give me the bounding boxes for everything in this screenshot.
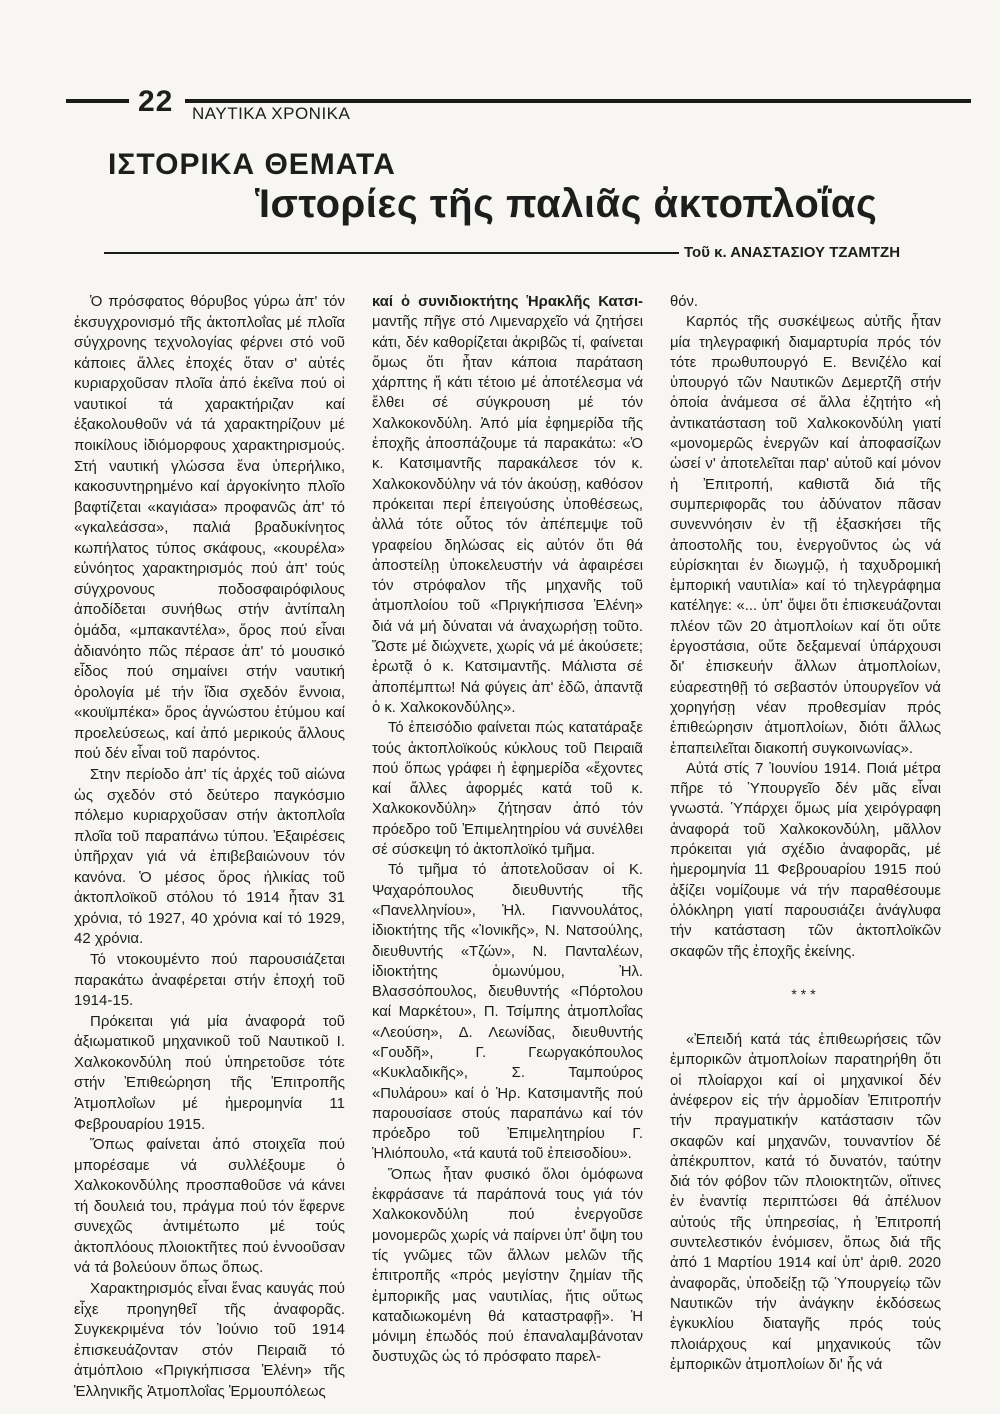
author-byline: Τοῦ κ. ΑΝΑΣΤΑΣΙΟΥ ΤΖΑΜΤΖΗ (684, 244, 901, 261)
paragraph-continuation: μαντῆς πῆγε στό Λιμεναρχεῖο νά ζητήσει κάτι, δέν καθορίζεται ἀκριβῶς τί, φαίνεται ὅμως ὅτι ἦταν κάποια παράταση χάρπτης ἤ κάτι τέτοιο μέ ἀποτέλεσμα νά ἔλθει σέ σύγκρουση μέ τόν Χαλκοκονδύλη. Ἀπό μία ἐφημερίδα τῆς ἐποχῆς ἀποσπάζουμε τά παρακάτω: «Ὁ κ. Κατσιμαντῆς παρακάλεσε τόν κ. Χαλκοκονδύλην νά τόν ἀκούσῃ, καθόσον πρόκειται περί ἐπειγούσης ὑποθέσεως, ἀλλά τότε οὗτος τόν ἀπέπεμψε τοῦ γραφείου δηλώσας εἰς αὐτόν ὅτι θά ἀποστείλῃ ὑποκελευστήν νά ἀφαιρέσει τόν στρόφαλον τῆς μηχανῆς τοῦ ἀτμοπλοίου τοῦ «Πριγκήπισσα Ἑλένη» διά νά μή δύναται νά ἀναχωρήσῃ τοῦτο. Ὥστε μέ διώχνετε, χωρίς νά μέ ἀκούσετε; ἐρωτᾷ ὁ κ. Κατσιμαντῆς. Μάλιστα σέ ἀποπέμπτω! Νά φύγεις ἀπ' ἐδῶ, ἀπαντᾷ ὁ κ. Χαλκοκονδύλης». (372, 314, 643, 716)
paragraph: Χαρακτηρισμός εἶναι ἕνας καυγάς πού εἶχε προηγηθεῖ τῆς ἀναφορᾶς. Συγκεκριμένα τόν Ἰούνιο τοῦ 1914 ἐπισκευάζονταν στόν Πειραιᾶ τό ἀτμόπλοιο «Πριγκήπισσα Ἑλένη» τῆς Ἑλληνικῆς Ἀτμοπλοΐας Ἑρμουπόλεως (74, 1280, 345, 1400)
text-column-2 (372, 292, 643, 1368)
header-rule-left (66, 99, 129, 103)
paragraph: Αὐτά στίς 7 Ἰουνίου 1914. Ποιά μέτρα πῆρε τό Ὑπουργεῖο δέν μᾶς εἶναι γνωστά. Ὑπάρχει ὅμως μία χειρόγραφη ἀναφορά τοῦ Χαλκοκονδύλη, μᾶλλον πρόκειται γιά σχέδιο ἀναφορᾶς, μέ ἡμερομηνία 11 Φεβρουαρίου 1915 πού ἀξίζει νομίζουμε νά τήν παραθέσουμε ὁλόκληρη γιατί παρουσιάζει ἀνάγλυφα τήν κατάσταση τῶν ἀκτοπλοϊκῶν σκαφῶν τῆς ἐποχῆς ἐκείνης. (670, 760, 941, 960)
article-headline: Ἱστορίες τῆς παλιᾶς ἀκτοπλοΐας (255, 182, 878, 226)
bold-lead-text: καί ὁ συνιδιοκτήτης Ἡρακλῆς Κατσι- (372, 294, 643, 310)
paragraph: θόν. (670, 294, 698, 310)
paragraph: Τό ἐπεισόδιο φαίνεται πώς κατατάραξε τούς ἀκτοπλοϊκούς κύκλους τοῦ Πειραιᾶ πού ὅπως γράφει ἡ ἐφημερίδα «ἔχοντες καί ἄλλες ἀφορμές κατά τοῦ κ. Χαλκοκονδύλη» ζήτησαν ἀπό τόν πρόεδρο τοῦ Ἐπιμελητηρίου νά συνέλθει σέ σύσκεψη τό ἀκτοπλοϊκό τμῆμα. (372, 720, 643, 859)
paragraph: Πρόκειται γιά μία ἀναφορά τοῦ ἀξιωματικοῦ μηχανικοῦ τοῦ Ναυτικοῦ Ι. Χαλκοκονδύλη πού ὑπηρετοῦσε τότε στήν Ἐπιθεώρηση τῆς Ἐπιτροπῆς Ἀτμοπλοΐων μέ ἡμερομηνία 11 Φεβρουαρίου 1915. (74, 1012, 345, 1133)
paragraph: Στην περίοδο ἀπ' τίς ἀρχές τοῦ αἰώνα ὡς σχεδόν στό δεύτερο παγκόσμιο πόλεμο κυριαρχοῦσαν στήν ἀκτοπλοΐα πλοῖα τοῦ παραπάνω τύπου. Ἐξαιρέσεις ὑπῆρχαν γιά νά ἐπιβεβαιώνουν τόν κανόνα. Ὁ μέσος ὅρος ἡλικίας τοῦ ἀκτοπλοϊκοῦ στόλου τό 1914 ἦταν 31 χρόνια, τό 1927, 40 χρόνια καί τό 1929, 42 χρόνια. (74, 765, 345, 948)
paragraph: Ὅπως φαίνεται ἀπό στοιχεῖα πού μπορέσαμε νά συλλέξουμε ὁ Χαλκοκονδύλης προσπαθοῦσε νά κάνει τή δουλειά του, πράγμα πού τόν ἔφερνε συνεχῶς ἀντιμέτωπο μέ τούς ἀκτοπλόους πλοιοκτῆτες πού ἐννοοῦσαν νά τά βολεύουν ὅπως ὅπως. (74, 1136, 345, 1277)
page-number: 22 (138, 85, 174, 118)
magazine-title: ΝΑΥΤΙΚΑ ΧΡΟΝΙΚΑ (192, 104, 351, 123)
section-separator: *** (791, 985, 820, 1002)
paragraph: Ὁ πρόσφατος θόρυβος γύρω ἀπ' τόν ἐκσυγχρονισμό τῆς ἀκτοπλοΐας μέ πλοῖα σύγχρονης τεχνολογίας φέρνει στό νοῦ κάποιες ἄλλες ἐποχές ὅταν σ' αὐτές κυριαρχοῦσαν πλοῖα ἀπό ἐκεῖνα πού οἱ ναυτικοί τά χαρακτήριζαν καί ἐξακολουθοῦν νά τά χαρακτηρίζουν μέ ποικίλους ἰδιόμορφους χαρακτηρισμούς. Στή ναυτική γλώσσα ἕνα ὑπερήλικο, κακοσυντηρημένο καί ἀργοκίνητο πλοῖο βαφτίζεται «καγιάσα» προφανῶς ἀπ' τό «γκαλεάσσα», παλιά βραδυκίνητος κωπήλατος τύπος σκάφους, «κουρέλα» εὐνόητος χαρακτηρισμός πού ἀπ' τούς σύγχρονους ποδοσφαιρόφιλους ἀποδίδεται συνήθως στήν ἀντίπαλη ὁμάδα, «μπακαντέλα», ὅρος πού εἶναι ἀδιανόητο πῶς πέρασε ἀπ' τό μουσικό εἶδος πού σημαίνει στήν ναυτική ὀρολογία μέ τήν ἴδια σχεδόν ἔννοια, «κουϊμπέκα» ὅρος ἀγνώστου ἐτύμου καί προελεύσεως, καί ἀπό μερικούς ἄλλους πού δέν εἶναι τοῦ παρόντος. (74, 293, 345, 763)
paragraph: Τό ντοκουμέντο πού παρουσιάζεται παρακάτω ἀναφέρεται στήν ἐποχή τοῦ 1914-15. (74, 951, 345, 1010)
text-column-1 (74, 292, 345, 1402)
paragraph: Ὅπως ἦταν φυσικό ὅλοι ὁμόφωνα ἐκφράσανε τά παράπονά τους γιά τόν Χαλκοκονδύλη πού ἐνεργοῦσε μονομερῶς χωρίς νά παίρνει ὑπ' ὄψη του τίς γνῶμες τῶν ἄλλων μελῶν τῆς ἐπιτροπῆς «πρός μεγίστην ζημίαν τῆς ἐμπορικῆς μας ναυτιλίας, ἥτις οὕτως καταδιωκομένη θά καταστραφῇ». Ἡ μόνιμη ἐπωδός πού ἐπαναλαμβάνοταν δυστυχῶς ὡς τό πρόσφατο παρελ- (372, 1166, 643, 1366)
paragraph (372, 292, 643, 718)
header-rule-right (185, 99, 971, 103)
byline-rule (104, 252, 679, 254)
paragraph: Τό τμῆμα τό ἀποτελοῦσαν οἱ Κ. Ψαχαρόπουλος διευθυντής τῆς «Πανελληνίου», Ἠλ. Γιαννουλάτος, ἰδιοκτήτης τῆς «Ἰονικῆς», Ν. Νατσούλης, διευθυντής «Τζών», Ν. Πανταλέων, ἰδιοκτήτης ὁμωνύμου, Ἠλ. Βλασσόπουλος, διευθυντής «Πόρτολου καί Μαρκέτου», Π. Τσίμπης ἀτμοπλοΐας «Λεούση», Δ. Λεωνίδας, διευθυντής «Γουδῆ», Γ. Γεωργακόπουλος «Κυκλαδικῆς», Σ. Ταμπούρος «Πυλάρου» καί ὁ Ἡρ. Κατσιμαντῆς πού παρουσίασε στούς παραπάνω καί τόν πρόεδρο τοῦ Ἐπιμελητηρίου Γ. Ἡλιόπουλο, «τά καυτά τοῦ ἐπεισοδίου». (372, 862, 643, 1163)
section-title: ΙΣΤΟΡΙΚΑ ΘΕΜΑΤΑ (108, 148, 396, 181)
paragraph: «Ἐπειδή κατά τάς ἐπιθεωρήσεις τῶν ἐμπορικῶν ἀτμοπλοίων παρατηρήθη ὅτι οἱ πλοίαρχοι καί οἱ μηχανικοί δέν ἀνέφερον εἰς τήν ἁρμοδίαν Ἐπιτροπήν τήν πραγματικήν κατάστασιν τῶν σκαφῶν καί μηχανῶν, τουναντίον δέ ἀπέκρυπτον, κατά τό δυνατόν, ταύτην διά τόν φόβον τῶν πλοιοκτητῶν, οἵτινες ἐν ἐναντίᾳ περιπτώσει θά ἀπέλυον αὐτούς τῆς ὑπηρεσίας, ἡ Ἐπιτροπή συντελεστικόν ἐνόμισεν, ὅπως διά τῆς ἀπό 1 Μαρτίου 1914 καί ὑπ' ἀριθ. 2020 ἀναφορᾶς, ὑποδείξῃ τῷ Ὑπουργείῳ τῶν Ναυτικῶν τήν ἀνάγκην ἐκδόσεως ἐγκυκλίου διαταγῆς πρός τούς πλοιάρχους καί μηχανικούς τῶν ἐμπορικῶν ἀτμοπλοίων δι' ἧς νά (670, 1032, 941, 1373)
paragraph: Καρπός τῆς συσκέψεως αὐτῆς ἦταν μία τηλεγραφική διαμαρτυρία πρός τόν τότε πρωθυπουργό Ε. Βενιζέλο καί ὑπουργό τῶν Ναυτικῶν Δεμερτζῆ στήν ὁποία ἀνάμεσα σέ ἄλλα ἐζητήτο «ἡ ἀντικατάσταση τοῦ Χαλκοκονδύλη γιατί «μονομερῶς ἐνεργῶν καί ἀποφασίζων ὡσεί ν' ἀποτελεῖται παρ' αὐτοῦ καί μόνον ἡ Ἐπιτροπή, καθιστᾶ διά τῆς συμπεριφορᾶς του ἀδύνατον πᾶσαν συνεννόησιν ἐν τῇ ἐξασκήσει τῆς ἀποστολῆς του, ἐνεργοῦντος ὡς νά εὑρίσκηται ἐν διωγμῷ, ἡ ταχυδρομική ἐμπορική ναυτιλία» καί τό τηλεγράφημα κατέληγε: «... ὑπ' ὄψει ὅτι ἐπισκευάζονται πλέον τῶν 20 ἀτμοπλοίων καί ὅτι οὔτε ἐργοστάσια, οὔτε δεξαμεναί ὑπάρχουσι δι' ἐπισκευήν ἄλλων ἀτμοπλοίων, εὐαρεστηθῇ τό σεβαστόν ὑπουργεῖον νά χορηγήσῃ νέαν προθεσμίαν πρός ἐπιθεώρησιν ἀτμοπλοίων, διότι ἄλλως ἐπαπειλεῖται διακοπή συγκοινωνίας». (670, 314, 941, 757)
text-column-3 (670, 292, 941, 1375)
